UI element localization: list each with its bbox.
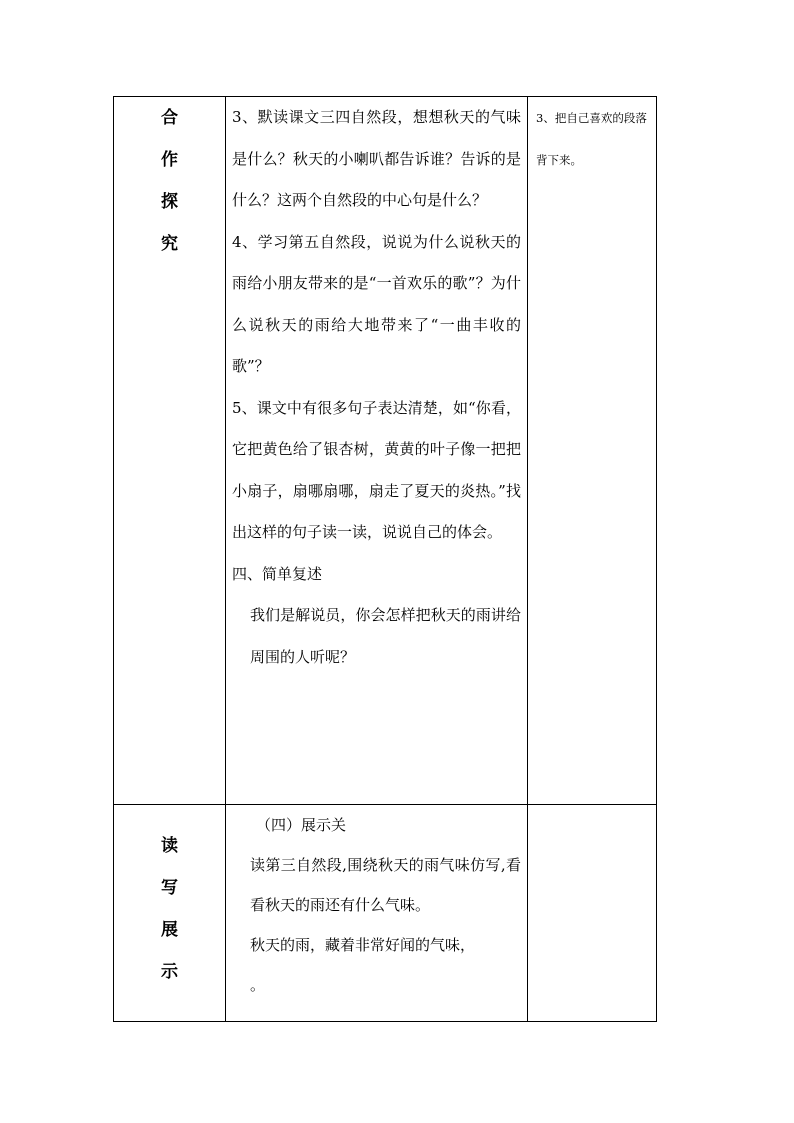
label-char: 展 (161, 920, 178, 940)
cooperative-main-text (226, 97, 527, 678)
reading-label-cell (114, 805, 226, 1022)
label-char: 读 (161, 836, 178, 856)
cooperative-label-cell (114, 97, 226, 805)
cooperative-row (114, 97, 657, 805)
label-char: 示 (161, 962, 178, 982)
reading-main-cell (226, 805, 528, 1022)
label-char: 探 (161, 192, 178, 212)
imitation-blank-end: 。 (250, 976, 266, 994)
reading-row (114, 805, 657, 1022)
question-5: 5、课文中有很多句子表达清楚，如“你看，它把黄色给了银杏树，黄黄的叶子像一把把小扇子，扇哪扇哪，扇走了夏天的炎热。”找出这样的句子读一读，说说自己的体会。 (232, 398, 521, 541)
label-char: 合 (161, 108, 178, 128)
cooperative-side-note: 3、把自己喜欢的段落背下来。 (536, 111, 647, 167)
imitation-prompt: 读第三自然段,围绕秋天的雨气味仿写,看看秋天的雨还有什么气味。 (250, 856, 521, 914)
lesson-plan-table (113, 96, 657, 1022)
section-heading-retell: 四、简单复述 (232, 564, 323, 583)
label-char: 作 (161, 150, 178, 170)
cooperative-label (114, 97, 225, 265)
cooperative-side-cell (528, 97, 657, 805)
cooperative-main-cell (226, 97, 528, 805)
label-char: 写 (161, 878, 178, 898)
reading-label (114, 805, 225, 993)
question-3: 3、默读课文三四自然段，想想秋天的气味是什么？秋天的小喇叭都告诉谁？告诉的是什么？这两个自然段的中心句是什么？ (232, 108, 521, 209)
retell-prompt: 我们是解说员，你会怎样把秋天的雨讲给周围的人听呢？ (250, 606, 521, 666)
reading-main-text (226, 805, 527, 1005)
reading-side-cell (528, 805, 657, 1022)
label-char: 究 (161, 234, 178, 254)
section-heading-display: （四）展示关 (256, 816, 347, 834)
question-4: 4、学习第五自然段，说说为什么说秋天的雨给小朋友带来的是“一首欢乐的歌”？为什么说秋天的雨给大地带来了“一曲丰收的歌”？ (232, 232, 521, 375)
imitation-starter: 秋天的雨，藏着非常好闻的气味， (250, 936, 476, 954)
